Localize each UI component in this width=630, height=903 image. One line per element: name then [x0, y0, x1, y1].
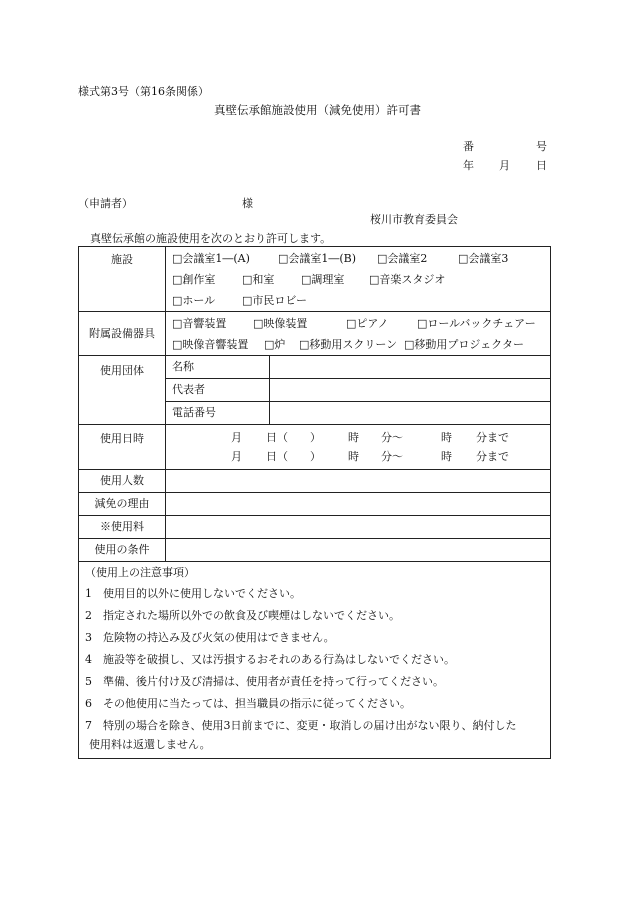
day-label: 日 [536, 159, 547, 172]
checkbox-video-system[interactable]: □映像装置 [253, 316, 308, 330]
representative-row [166, 378, 550, 401]
intro-text: 真壁伝承館の施設使用を次のとおり許可します。 [90, 232, 332, 245]
checkbox-mobile-screen[interactable]: □移動用スクリーン [299, 337, 398, 351]
checkbox-cooking-room[interactable]: □調理室 [301, 272, 345, 286]
datetime-fields[interactable] [166, 425, 551, 470]
notes-cell [79, 562, 551, 759]
checkbox-meeting-room-1b[interactable]: □会議室1―(B) [278, 251, 357, 265]
group-name-field[interactable] [270, 356, 550, 378]
datetime-row [79, 425, 551, 470]
equipment-label: 附属設備器具 [79, 312, 166, 356]
checkbox-meeting-room-2[interactable]: □会議室2 [377, 251, 428, 265]
checkbox-citizen-lobby[interactable]: □市民ロビー [242, 293, 307, 307]
note-item-2: 2 指定された場所以外での飲食及び喫煙はしないでください。 [85, 609, 400, 622]
year-label: 年 [463, 159, 474, 172]
fee-row [79, 516, 551, 539]
notes-title: （使用上の注意事項） [85, 566, 195, 579]
equipment-row [79, 312, 551, 356]
checkbox-japanese-room[interactable]: □和室 [242, 272, 275, 286]
checkbox-music-studio[interactable]: □音楽スタジオ [369, 272, 446, 286]
issuer-name: 桜川市教育委員会 [370, 213, 458, 226]
facility-line-3 [166, 290, 550, 311]
phone-field[interactable] [270, 402, 550, 424]
number-label: 番 [463, 140, 474, 153]
note-item-4: 4 施設等を破損し、又は汚損するおそれのある行為はしないでください。 [85, 653, 455, 666]
representative-label: 代表者 [166, 379, 270, 401]
checkbox-mobile-projector[interactable]: □移動用プロジェクター [404, 337, 524, 351]
reason-label: 減免の理由 [79, 493, 166, 516]
phone-label: 電話番号 [166, 402, 270, 424]
checkbox-meeting-room-3[interactable]: □会議室3 [458, 251, 509, 265]
facility-options [166, 247, 551, 312]
note-item-6: 6 その他使用に当たっては、担当職員の指示に従ってください。 [85, 697, 411, 710]
checkbox-meeting-room-1a[interactable]: □会議室1―(A) [172, 251, 250, 265]
facility-line-1 [166, 248, 550, 269]
checkbox-kiln[interactable]: □炉 [264, 337, 286, 351]
equipment-options [166, 312, 551, 356]
conditions-field[interactable] [166, 539, 551, 562]
people-label: 使用人数 [79, 470, 166, 493]
equipment-line-2 [166, 334, 550, 355]
month-label: 月 [499, 159, 510, 172]
fee-field[interactable] [166, 516, 551, 539]
group-fields [166, 356, 551, 425]
checkbox-creative-room[interactable]: □創作室 [172, 272, 216, 286]
datetime-line-1: 月 日（ ） 時 分～ 時 分まで [231, 431, 509, 444]
facility-line-2 [166, 269, 550, 290]
datetime-label: 使用日時 [79, 425, 166, 470]
note-item-5: 5 準備、後片付け及び清掃は、使用者が責任を持って行ってください。 [85, 675, 444, 688]
phone-row [166, 401, 550, 424]
facility-label: 施設 [79, 247, 166, 312]
notes-row [79, 562, 551, 759]
checkbox-hall[interactable]: □ホール [172, 293, 216, 307]
checkbox-av-system[interactable]: □映像音響装置 [172, 337, 249, 351]
people-field[interactable] [166, 470, 551, 493]
note-item-3: 3 危険物の持込み及び火気の使用はできません。 [85, 631, 335, 644]
applicant-label: （申請者） [78, 197, 133, 210]
group-name-label: 名称 [166, 356, 270, 378]
sama-label: 様 [242, 197, 253, 210]
fee-label: ※使用料 [79, 516, 166, 539]
note-item-7: 7 特別の場合を除き、使用3日前までに、変更・取消しの届け出がない限り、納付した 使用料は返還しません。 [85, 719, 517, 751]
representative-field[interactable] [270, 379, 550, 401]
checkbox-sound-system[interactable]: □音響装置 [172, 316, 227, 330]
conditions-label: 使用の条件 [79, 539, 166, 562]
page-title: 真壁伝承館施設使用（減免使用）許可書 [214, 103, 421, 117]
checkbox-piano[interactable]: □ピアノ [346, 316, 389, 330]
facility-row [79, 247, 551, 312]
people-row [79, 470, 551, 493]
reason-row [79, 493, 551, 516]
equipment-line-1 [166, 313, 550, 334]
permit-table [78, 246, 551, 759]
number-suffix: 号 [536, 140, 547, 153]
group-name-row [166, 356, 550, 378]
group-label: 使用団体 [79, 356, 166, 425]
checkbox-rollback-chair[interactable]: □ロールバックチェアー [417, 316, 536, 330]
note-item-1: 1 使用目的以外に使用しないでください。 [85, 587, 301, 600]
reason-field[interactable] [166, 493, 551, 516]
conditions-row [79, 539, 551, 562]
group-row [79, 356, 551, 425]
datetime-line-2: 月 日（ ） 時 分～ 時 分まで [231, 450, 509, 463]
form-number: 様式第3号（第16条関係） [78, 85, 209, 98]
